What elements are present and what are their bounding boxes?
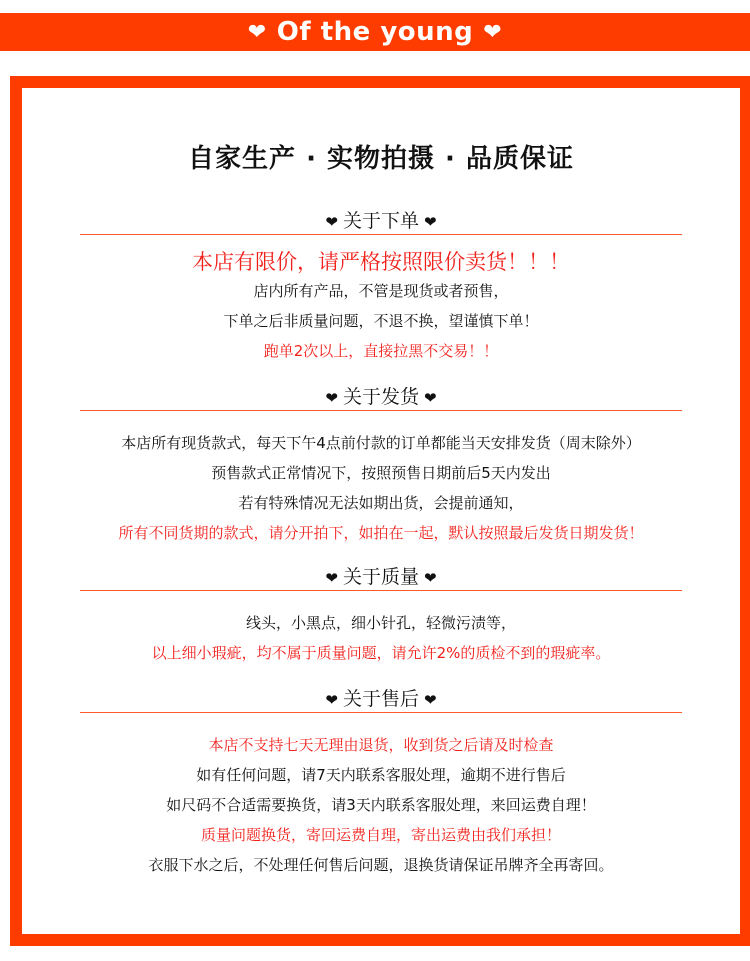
order-line-4: 跑单2次以上，直接拉黑不交易！！ — [263, 342, 499, 360]
shipping-line-1: 本店所有现货款式，每天下午4点前付款的订单都能当天安排发货（周末除外） — [121, 434, 641, 452]
after-sales-line-4: 质量问题换货，寄回运费自理，寄出运费由我们承担！ — [200, 826, 561, 844]
heart-icon: ❤ — [325, 569, 338, 587]
section-title-after-sales: ❤ 关于售后 ❤ — [325, 688, 437, 710]
divider — [80, 590, 682, 591]
after-sales-line-5: 衣服下水之后，不处理任何售后问题，退换货请保证吊牌齐全再寄回。 — [148, 856, 614, 874]
section-title-quality: ❤ 关于质量 ❤ — [325, 566, 437, 588]
divider — [80, 712, 682, 713]
after-sales-line-2: 如有任何问题，请7天内联系客服处理，逾期不进行售后 — [196, 766, 566, 784]
divider — [80, 234, 682, 235]
shipping-line-3: 若有特殊情况无法如期出货，会提前通知， — [238, 494, 524, 512]
heart-icon: ❤ — [424, 389, 437, 407]
order-line-3: 下单之后非质量问题，不退不换，望谨慎下单！ — [223, 312, 539, 330]
after-sales-line-3: 如尺码不合适需要换货，请3天内联系客服处理，来回运费自理！ — [166, 796, 596, 814]
heart-icon: ❤ — [247, 19, 267, 45]
after-sales-line-1: 本店不支持七天无理由退货，收到货之后请及时检查 — [208, 736, 554, 754]
heart-icon: ❤ — [325, 213, 338, 231]
divider — [80, 410, 682, 411]
headline: 自家生产 · 实物拍摄 · 品质保证 — [188, 144, 574, 174]
section-title-order: ❤ 关于下单 ❤ — [325, 210, 437, 232]
quality-line-2: 以上细小瑕疵，均不属于质量问题，请允许2%的质检不到的瑕疵率。 — [151, 644, 611, 662]
heart-icon: ❤ — [424, 569, 437, 587]
notice-frame — [10, 76, 750, 946]
shipping-line-2: 预售款式正常情况下，按照预售日期前后5天内发出 — [211, 464, 551, 482]
order-line-2: 店内所有产品，不管是现货或者预售， — [253, 282, 509, 300]
shipping-line-4: 所有不同货期的款式，请分开拍下，如拍在一起，默认按照最后发货日期发货！ — [118, 524, 644, 542]
heart-icon: ❤ — [424, 213, 437, 231]
top-banner — [0, 13, 750, 51]
section-title-shipping: ❤ 关于发货 ❤ — [325, 386, 437, 408]
order-line-1: 本店有限价，请严格按照限价卖货！！！ — [192, 250, 570, 274]
banner-title: Of the young — [276, 17, 474, 47]
heart-icon: ❤ — [424, 691, 437, 709]
heart-icon: ❤ — [325, 691, 338, 709]
heart-icon: ❤ — [483, 19, 503, 45]
heart-icon: ❤ — [325, 389, 338, 407]
quality-line-1: 线头，小黑点，细小针孔，轻微污渍等， — [245, 614, 516, 632]
